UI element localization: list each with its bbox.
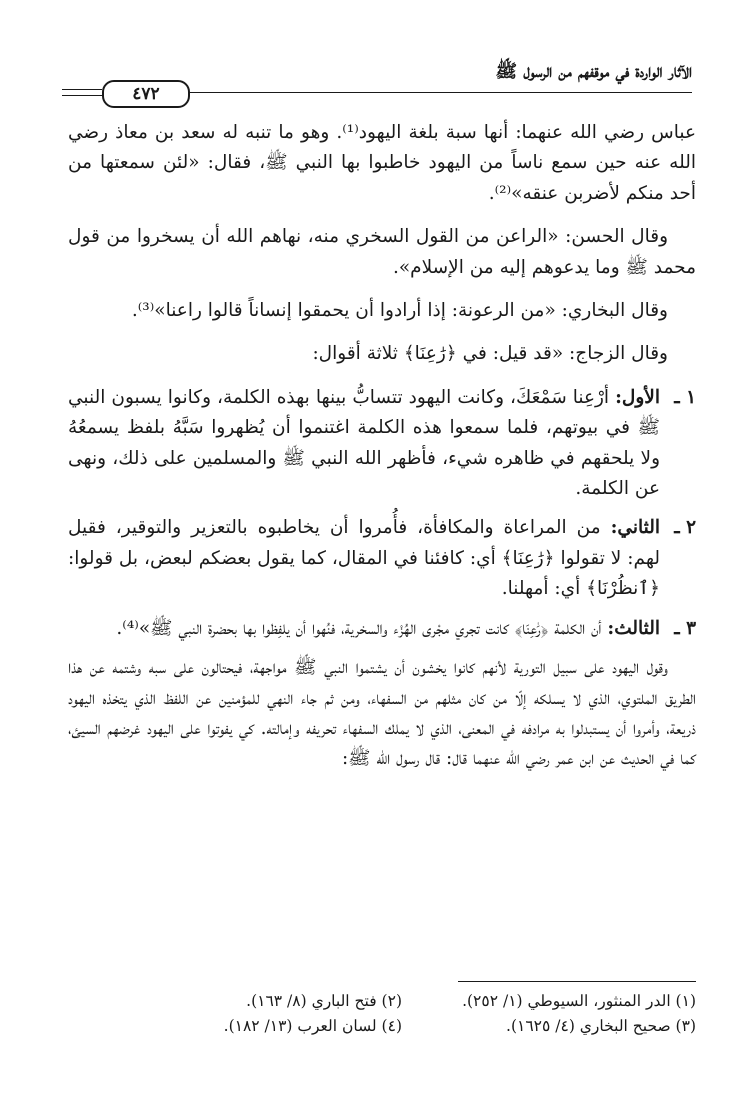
item-number: ٢ ـ: [674, 517, 696, 539]
header-double-line: [62, 89, 102, 90]
item-label: الثالث:: [607, 617, 660, 639]
paragraph-4: وقال الزجاج: «قد قيل: في ﴿رَٰعِنَا﴾ ثلاثة أقوال:: [312, 343, 668, 365]
item-number: ١ ـ: [674, 386, 696, 408]
header-double-line: [62, 95, 102, 96]
footnote-3: (٣) صحيح البخاري (٤/ ١٦٢٥).: [506, 1017, 696, 1035]
body-text: [68, 118, 696, 788]
footnote-4: (٤) لسان العرب (١٣/ ١٨٢).: [223, 1017, 402, 1035]
item-number: ٣ ـ: [674, 617, 696, 639]
running-title: الآثار الواردة في موقفهم من الرسول ﷺ: [495, 61, 692, 82]
list-item: [68, 383, 696, 505]
item-label: الثاني:: [610, 517, 660, 539]
item-text: أرْعِنا سَمْعَكَ، وكانت اليهود تتسابُّ بينها بهذه الكلمة، وكانوا يسبون النبي ﷺ في بيوتهم، فلما سمعوا هذه الكلمة اغتنموا أن يُظهروا سَبَّهُ بلفظ يسمعُهُ ولا يلحقهم في ظاهره شيء، فأظهر الله النبي ﷺ والمسلمين على ذلك، ونهى عن الكلمة.: [68, 386, 660, 500]
footnote-rule: [458, 981, 696, 982]
paragraph-1: عباس رضي الله عنهما: أنها سبة بلغة اليهود⁽¹⁾. وهو ما تنبه له سعد بن معاذ رضي الله عنه حين سمع ناساً من اليهود خاطبوا بها النبي ﷺ، فقال: «لئن سمعتها من أحد منكم لأضربن عنقه»⁽²⁾.: [68, 122, 696, 204]
item-label: الأول:: [615, 386, 660, 408]
list-item: [68, 513, 696, 604]
footnote-1: (١) الدر المنثور، السيوطي (١/ ٢٥٢).: [462, 992, 696, 1010]
footnote-2: (٢) فتح الباري (٨/ ١٦٣).: [246, 992, 402, 1010]
paragraph-5: وقول اليهود على سبيل التورية لأنهم كانوا يخشون أن يشتموا النبي ﷺ مواجهة، فيحتالون على سبه وشتمه عن هذا الطريق الملتوي، الذي لا يسلكه إلّا من كان مثلهم من السفهاء، ومن ثم جاء النهي للمؤمنين عن اللفظ الذي يتخذه اليهود ذريعة، وأمروا أن يستبدلوا به مرادفه في المعنى، الذي لا يملك السفهاء تحريفه وإمالته. كي يفوتوا على اليهود غرضهم السيئ، كما في الحديث عن ابن عمر رضي الله عنهما قال: قال رسول الله ﷺ:: [68, 657, 696, 770]
paragraph-3: وقال البخاري: «من الرعونة: إذا أرادوا أن يحمقوا إنساناً قالوا راعنا»⁽³⁾.: [131, 300, 668, 322]
page-number: ٤٧٢: [102, 80, 190, 108]
list-item: [68, 614, 696, 644]
item-text: أن الكلمة ﴿رَٰعِنَا﴾ كانت تجري مجْرى الهُزْء والسخرية، فنُهوا أن يلفِظوا بها بحضرة النبي ﷺ»⁽⁴⁾.: [116, 617, 608, 639]
item-text: من المراعاة والمكافأة، فأُمروا أن يخاطبوه بالتعزير والتوقير، فقيل لهم: لا تقولوا ﴿رَٰعِنَا﴾ أي: كافئنا في المقال، كما يقول بعضكم لبعض، بل قولوا: ﴿ٱنظُرْنَا﴾ أي: أمهلنا.: [68, 517, 660, 600]
running-header: [62, 58, 692, 102]
paragraph-2: وقال الحسن: «الراعن من القول السخري منه، نهاهم الله أن يسخروا من قول محمد ﷺ وما يدعوهم إليه من الإسلام».: [68, 226, 696, 278]
header-rule: [186, 92, 692, 93]
